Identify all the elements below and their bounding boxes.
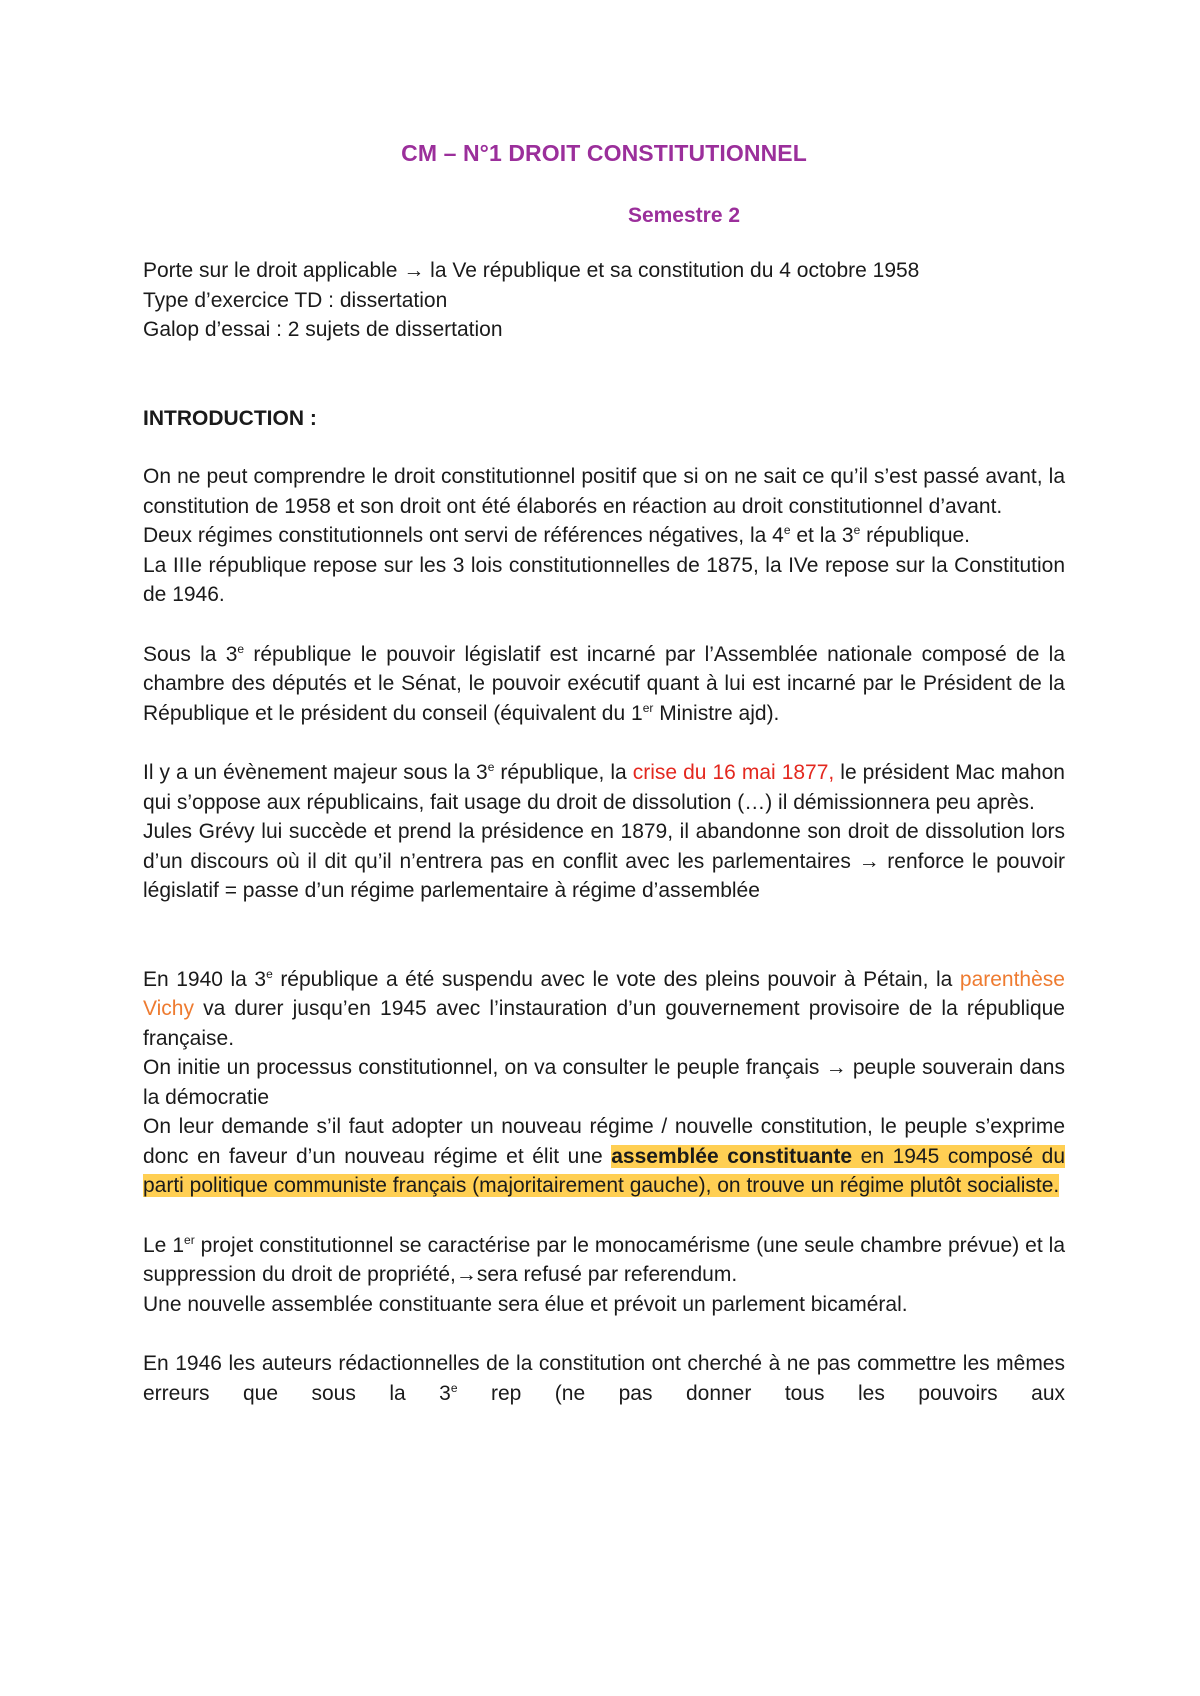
course-scope-line: Porte sur le droit applicable → la Ve république et sa constitution du 4 octobre 1958	[143, 259, 920, 282]
paragraph-6: Jules Grévy lui succède et prend la présidence en 1879, il abandonne son droit de dissolution lors d’un discours où il dit qu’il n’entrera pas en conflit avec les parlementaires → renforce le pouvoir législatif = passe d’un régime parlementaire à régime d’assemblée	[143, 820, 1065, 902]
arrow-right-icon: →	[825, 1056, 847, 1079]
paragraph-1: On ne peut comprendre le droit constitutionnel positif que si on ne sait ce qu’il s’est passé avant, la constitution de 1958 et son droit ont été élaborés en réaction au droit constitutionnel d’avant.	[143, 465, 1065, 518]
highlight-crisis-1877: crise du 16 mai 1877,	[632, 761, 835, 784]
paragraph-10: Le 1er projet constitutionnel se caractérise par le monocamérisme (une seule chambre prévue) et la suppression du droit de propriété,→sera refusé par referendum.	[143, 1232, 1065, 1286]
paragraph-9: On leur demande s’il faut adopter un nouveau régime / nouvelle constitution, le peuple s’exprime donc en faveur d’un nouveau régime et élit une assemblée constituante en 1945 composé du parti politique communiste français (majoritairement gauche), on trouve un régime plutôt socialiste.	[143, 1115, 1065, 1197]
arrow-right-icon: →	[455, 1263, 477, 1286]
paragraph-7: En 1940 la 3e république a été suspendu avec le vote des pleins pouvoir à Pétain, la parenthèse Vichy va durer jusqu’en 1945 avec l’instauration d’un gouvernement provisoire de la république française.	[143, 966, 1065, 1050]
arrow-right-icon: →	[858, 849, 880, 873]
highlight-assemblee-constituante: assemblée constituante	[611, 1144, 853, 1168]
paragraph-11: Une nouvelle assemblée constituante sera élue et prévoit un parlement bicaméral.	[143, 1292, 908, 1316]
exercise-type-line: Type d’exercice TD : dissertation	[143, 288, 448, 312]
section-heading: INTRODUCTION :	[143, 406, 317, 430]
arrow-right-icon: →	[403, 259, 425, 282]
paragraph-4: Sous la 3e république le pouvoir législatif est incarné par l’Assemblée nationale composé de la chambre des députés et le Sénat, le pouvoir exécutif quant à lui est incarné par le Président de la République et le président du conseil (équivalent du 1er Ministre ajd).	[143, 641, 1066, 725]
paragraph-8: On initie un processus constitutionnel, on va consulter le peuple français → peuple souverain dans la démocratie	[143, 1056, 1065, 1109]
paragraph-5: Il y a un évènement majeur sous la 3e république, la crise du 16 mai 1877, le président Mac mahon qui s’oppose aux républicains, fait usage du droit de dissolution (…) il démissionnera peu après.	[143, 760, 1065, 814]
paragraph-3: La IIIe république repose sur les 3 lois constitutionnelles de 1875, la IVe repose sur la Constitution de 1946.	[143, 553, 1065, 606]
paragraph-12: En 1946 les auteurs rédactionnelles de la constitution ont cherché à ne pas commettre les mêmes erreurs que sous la 3e rep (ne pas donner tous les pouvoirs aux	[143, 1352, 1065, 1405]
paragraph-2: Deux régimes constitutionnels ont servi de références négatives, la 4e et la 3e république.	[143, 523, 971, 547]
document-title: CM – N°1 DROIT CONSTITUTIONNEL	[401, 140, 807, 166]
document-body	[143, 140, 1065, 1408]
highlight-text: en 1945 composé du parti politique communiste français (majoritairement gauche), on trouve un régime plutôt socialiste.	[143, 1144, 1065, 1197]
practice-exam-line: Galop d’essai : 2 sujets de dissertation	[143, 318, 503, 341]
highlight-vichy: parenthèse Vichy	[143, 967, 1065, 1020]
document-subtitle: Semestre 2	[627, 204, 741, 227]
